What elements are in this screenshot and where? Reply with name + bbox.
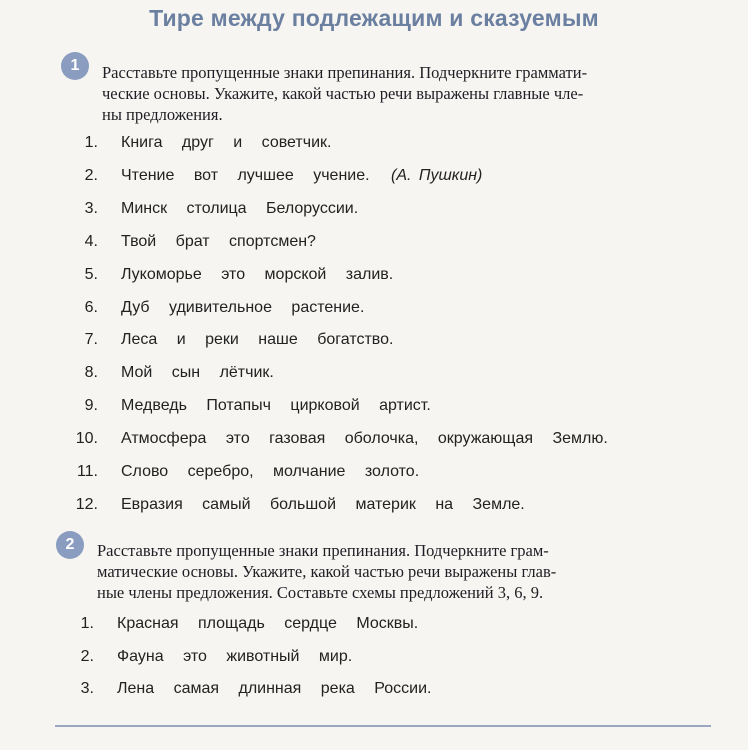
sentence-text: Красная площадь сердце Москвы. [117, 615, 419, 632]
item-number: 1. [80, 615, 94, 632]
instruction-line: ны предложения. [102, 105, 223, 124]
exercise-1-instruction [102, 62, 722, 125]
instruction-line: Расставьте пропущенные знаки препинания. Подчеркните граммати- [102, 63, 588, 82]
item-sentence [121, 394, 431, 418]
exercise-1-badge: 1 [61, 52, 89, 80]
sentence-text: Твой брат спортсмен? [121, 232, 316, 250]
item-number: 10. [75, 430, 98, 448]
item-number: 5. [84, 265, 98, 283]
item-sentence [121, 131, 331, 155]
exercise-2-badge: 2 [56, 531, 84, 559]
sentence-text: Книга друг и советчик. [121, 134, 332, 151]
sentence-text: Дуб удивительное растение. [121, 298, 365, 316]
instruction-line: ческие основы. Укажите, какой частью речи выражены главные чле- [102, 84, 584, 103]
sentence-text: Евразия самый большой материк на Земле. [121, 495, 525, 513]
item-sentence [121, 427, 608, 451]
sentence-text: Лукоморье это морской залив. [121, 265, 394, 283]
item-number: 1. [84, 134, 98, 151]
instruction-line: ные члены предложения. Составьте схемы предложений 3, 6, 9. [97, 583, 544, 602]
sentence-text: Медведь Потапыч цирковой артист. [121, 397, 431, 415]
page-title: Тире между подлежащим и сказуемым [149, 5, 599, 31]
item-number: 12. [75, 495, 98, 513]
item-number: 9. [84, 397, 98, 415]
instruction-line: Расставьте пропущенные знаки препинания. Подчеркните грам- [97, 541, 549, 560]
item-sentence [121, 230, 316, 254]
item-sentence [121, 493, 525, 517]
item-number: 4. [84, 232, 98, 250]
item-number: 6. [84, 298, 98, 316]
sentence-text: Чтение вот лучшее учение. [121, 166, 370, 184]
sentence-text: Атмосфера это газовая оболочка, окружающая Землю. [121, 430, 608, 448]
item-number: 11. [76, 463, 98, 480]
sentence-text: Леса и реки наше богатство. [121, 331, 394, 349]
sentence-text: Фауна это животный мир. [117, 647, 353, 665]
sentence-text: Слово серебро, молчание золото. [121, 463, 420, 480]
item-sentence [121, 460, 419, 484]
section-divider [55, 725, 711, 727]
item-number: 2. [80, 647, 94, 665]
exercise-2-instruction [97, 540, 717, 603]
sentence-text: Минск столица Белоруссии. [121, 199, 359, 217]
item-sentence [117, 677, 431, 701]
item-number: 2. [84, 166, 98, 184]
sentence-text: Лена самая длинная река России. [117, 680, 432, 697]
sentence-text: Мой сын лётчик. [121, 364, 274, 382]
item-number: 3. [84, 199, 98, 217]
item-number: 3. [80, 680, 94, 697]
item-sentence [117, 612, 418, 636]
item-number: 8. [84, 364, 98, 382]
item-number: 7. [84, 331, 98, 349]
instruction-line: матические основы. Укажите, какой частью речи выражены глав- [97, 562, 557, 581]
item-sentence [121, 164, 482, 188]
item-sentence [117, 645, 352, 669]
item-sentence [121, 296, 364, 320]
item-author: (А. Пушкин) [383, 166, 483, 184]
item-sentence [121, 328, 393, 352]
item-sentence [121, 263, 393, 287]
item-sentence [121, 361, 274, 385]
item-sentence [121, 197, 358, 221]
